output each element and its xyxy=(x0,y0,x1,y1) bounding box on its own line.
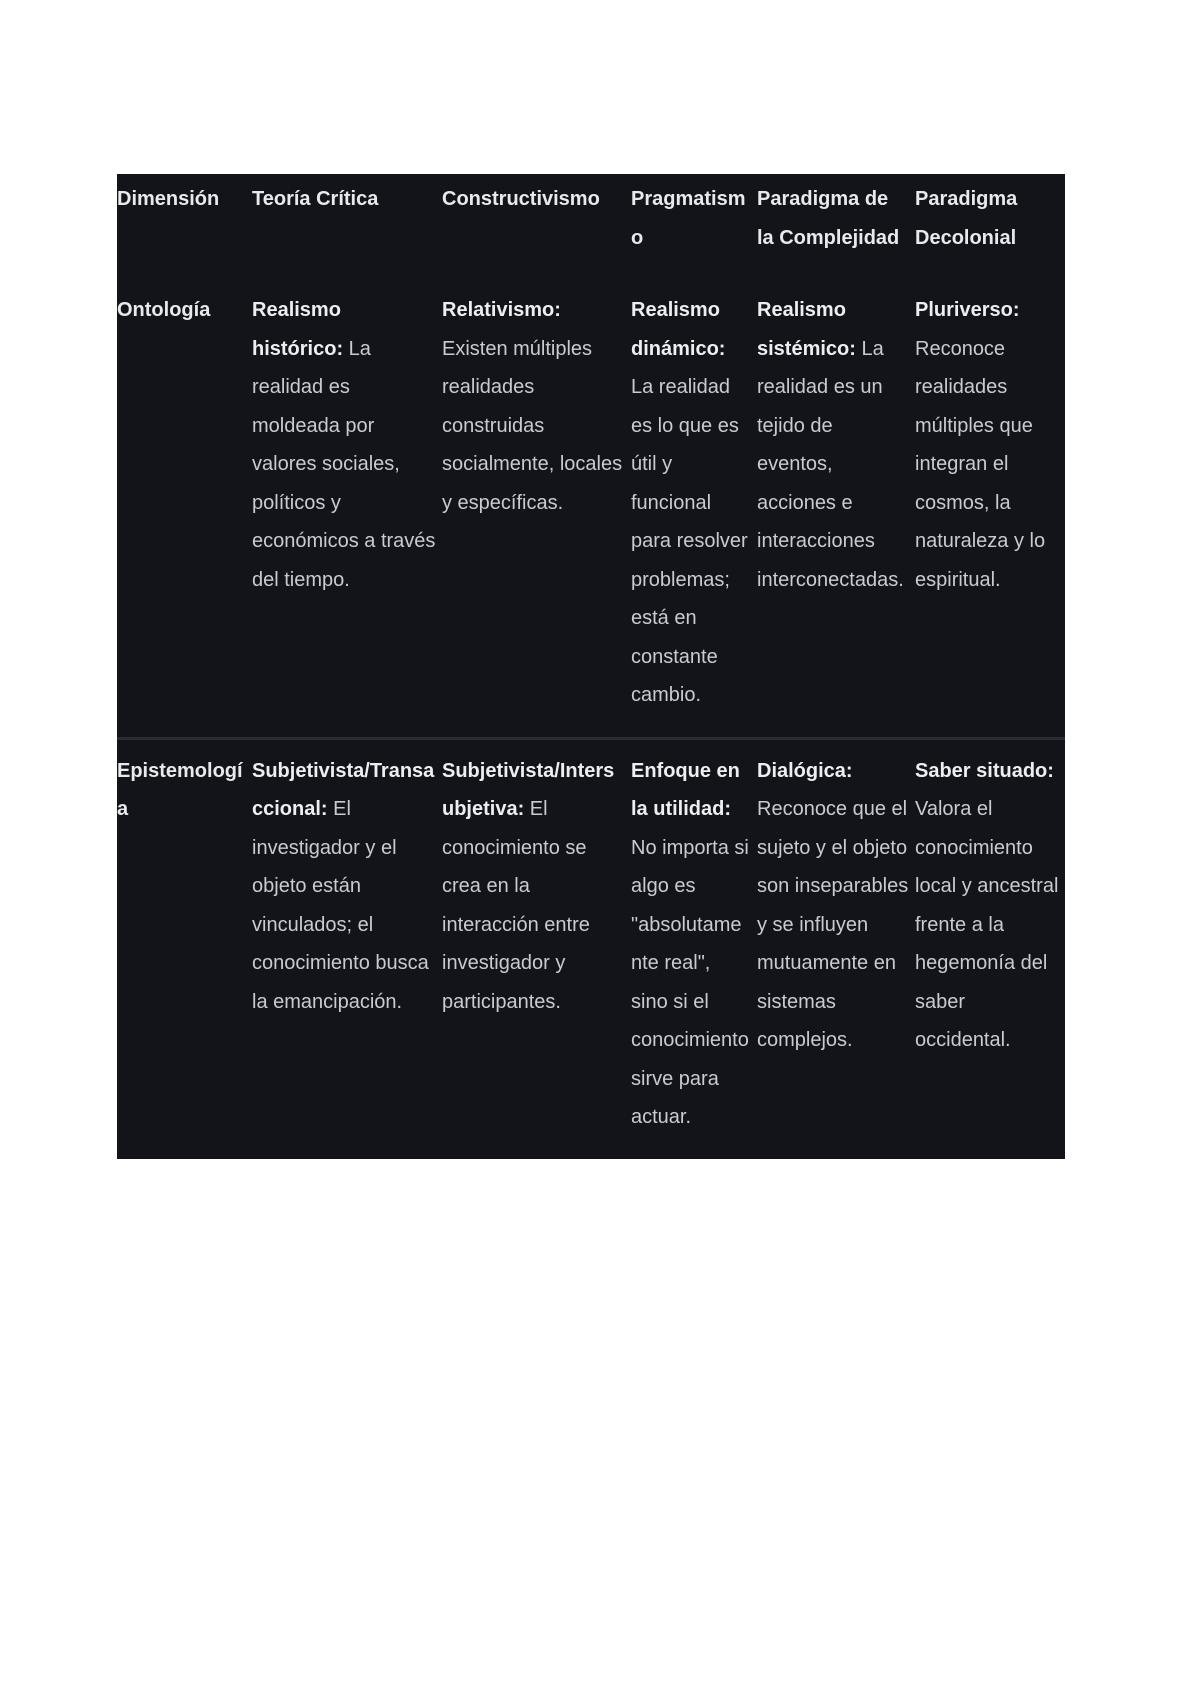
cell-lead: Realismo dinámico: xyxy=(631,299,726,360)
table-row-ontologia xyxy=(117,279,1065,738)
cell-lead: Relativismo: xyxy=(442,299,561,321)
table-cell xyxy=(915,279,1065,738)
table-cell xyxy=(442,279,631,738)
table-cell xyxy=(252,279,442,738)
cell-lead: Subjetivista/Transaccional: xyxy=(252,759,435,820)
table-cell xyxy=(442,738,631,1159)
table-header-row xyxy=(117,174,1065,279)
row-dimension-label: Ontología xyxy=(117,299,211,321)
table-cell xyxy=(631,279,757,738)
cell-lead: Enfoque en la utilidad: xyxy=(631,759,740,820)
table-cell xyxy=(915,738,1065,1159)
table-cell xyxy=(252,738,442,1159)
cell-text: El conocimiento se crea en la interacción entre investigador y participantes. xyxy=(442,798,590,1013)
paradigms-comparison-table xyxy=(117,174,1065,1159)
cell-text: Valora el conocimiento local y ancestral frente a la hegemonía del saber occidental. xyxy=(915,798,1059,1051)
cell-text: El investigador y el objeto están vinculados; el conocimiento busca la emancipación. xyxy=(252,798,429,1013)
cell-text: Reconoce realidades múltiples que integran el cosmos, la naturaleza y lo espiritual. xyxy=(915,337,1046,591)
cell-text: No importa si algo es "absolutamente real", sino si el conocimiento sirve para actuar. xyxy=(631,836,749,1128)
cell-text: Existen múltiples realidades construidas socialmente, locales y específicas. xyxy=(442,337,623,514)
table-cell xyxy=(757,738,915,1159)
paradigms-table-container xyxy=(117,174,1065,1159)
cell-lead: Saber situado: xyxy=(915,759,1054,782)
header-teoria-critica: Teoría Crítica xyxy=(252,188,379,210)
row-dimension-label: Epistemología xyxy=(117,759,243,820)
header-dimension: Dimensión xyxy=(117,188,220,210)
table-cell xyxy=(631,738,757,1159)
header-complejidad: Paradigma de la Complejidad xyxy=(757,188,900,249)
cell-lead: Dialógica: xyxy=(757,759,853,782)
cell-lead: Realismo sistémico: xyxy=(757,299,856,360)
cell-text: La realidad es un tejido de eventos, acciones e interacciones interconectadas. xyxy=(757,337,904,591)
cell-text: La realidad es lo que es útil y funcional para resolver problemas; está en constante cambio. xyxy=(631,376,748,706)
header-pragmatismo: Pragmatismo xyxy=(631,188,746,249)
table-cell xyxy=(757,279,915,738)
header-decolonial: Paradigma Decolonial xyxy=(915,188,1018,249)
cell-text: Reconoce que el sujeto y el objeto son inseparables y se influyen mutuamente en sistemas complejos. xyxy=(757,798,909,1051)
cell-text: La realidad es moldeada por valores sociales, políticos y económicos a través del tiempo. xyxy=(252,337,436,591)
cell-lead: Pluriverso: xyxy=(915,299,1020,321)
header-constructivismo: Constructivismo xyxy=(442,188,600,210)
table-row-epistemologia xyxy=(117,738,1065,1159)
cell-lead: Subjetivista/Intersubjetiva: xyxy=(442,759,615,820)
cell-lead: Realismo histórico: xyxy=(252,299,344,360)
